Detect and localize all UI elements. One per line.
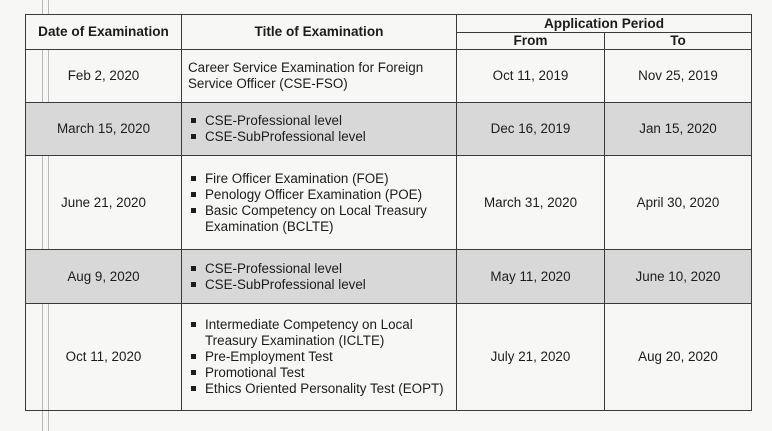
- application-from: March 31, 2020: [457, 156, 605, 250]
- exam-title-item: CSE-Professional level: [188, 113, 450, 129]
- application-to: June 10, 2020: [605, 250, 752, 304]
- table-row: [26, 50, 752, 103]
- examination-schedule-table: [25, 14, 752, 411]
- exam-title-list: [188, 171, 450, 235]
- application-from: Dec 16, 2019: [457, 103, 605, 156]
- exam-title-list: [188, 261, 450, 293]
- exam-title-item: Pre-Employment Test: [188, 349, 450, 365]
- application-from: Oct 11, 2019: [457, 50, 605, 103]
- exam-title-item: Basic Competency on Local Treasury Examination (BCLTE): [188, 203, 450, 235]
- header-from: From: [457, 33, 605, 50]
- exam-date: March 15, 2020: [26, 103, 182, 156]
- exam-date: Feb 2, 2020: [26, 50, 182, 103]
- exam-title-list: [188, 317, 450, 397]
- exam-title: [182, 304, 457, 411]
- exam-title-list: [188, 113, 450, 145]
- application-to: April 30, 2020: [605, 156, 752, 250]
- exam-date: Aug 9, 2020: [26, 250, 182, 304]
- table-header: [26, 15, 752, 50]
- application-to: Nov 25, 2019: [605, 50, 752, 103]
- table-row: [26, 156, 752, 250]
- exam-title: [182, 50, 457, 103]
- exam-title: [182, 250, 457, 304]
- exam-title-item: Promotional Test: [188, 365, 450, 381]
- application-from: July 21, 2020: [457, 304, 605, 411]
- exam-title-item: Penology Officer Examination (POE): [188, 187, 450, 203]
- exam-date: Oct 11, 2020: [26, 304, 182, 411]
- header-application-period: Application Period: [457, 15, 752, 33]
- exam-title-item: Intermediate Competency on Local Treasury Examination (ICLTE): [188, 317, 450, 349]
- header-to: To: [605, 33, 752, 50]
- table-row: [26, 250, 752, 304]
- exam-title: [182, 156, 457, 250]
- application-from: May 11, 2020: [457, 250, 605, 304]
- exam-title-item: CSE-Professional level: [188, 261, 450, 277]
- application-to: Jan 15, 2020: [605, 103, 752, 156]
- exam-title-item: CSE-SubProfessional level: [188, 277, 450, 293]
- application-to: Aug 20, 2020: [605, 304, 752, 411]
- header-date-of-examination: Date of Examination: [26, 15, 182, 50]
- exam-title-item: Ethics Oriented Personality Test (EOPT): [188, 381, 450, 397]
- header-title-of-examination: Title of Examination: [182, 15, 457, 50]
- exam-title-text: Career Service Examination for Foreign Service Officer (CSE-FSO): [188, 60, 424, 91]
- table-row: [26, 103, 752, 156]
- exam-title: [182, 103, 457, 156]
- table-row: [26, 304, 752, 411]
- exam-title-item: CSE-SubProfessional level: [188, 129, 450, 145]
- exam-title-item: Fire Officer Examination (FOE): [188, 171, 450, 187]
- exam-date: June 21, 2020: [26, 156, 182, 250]
